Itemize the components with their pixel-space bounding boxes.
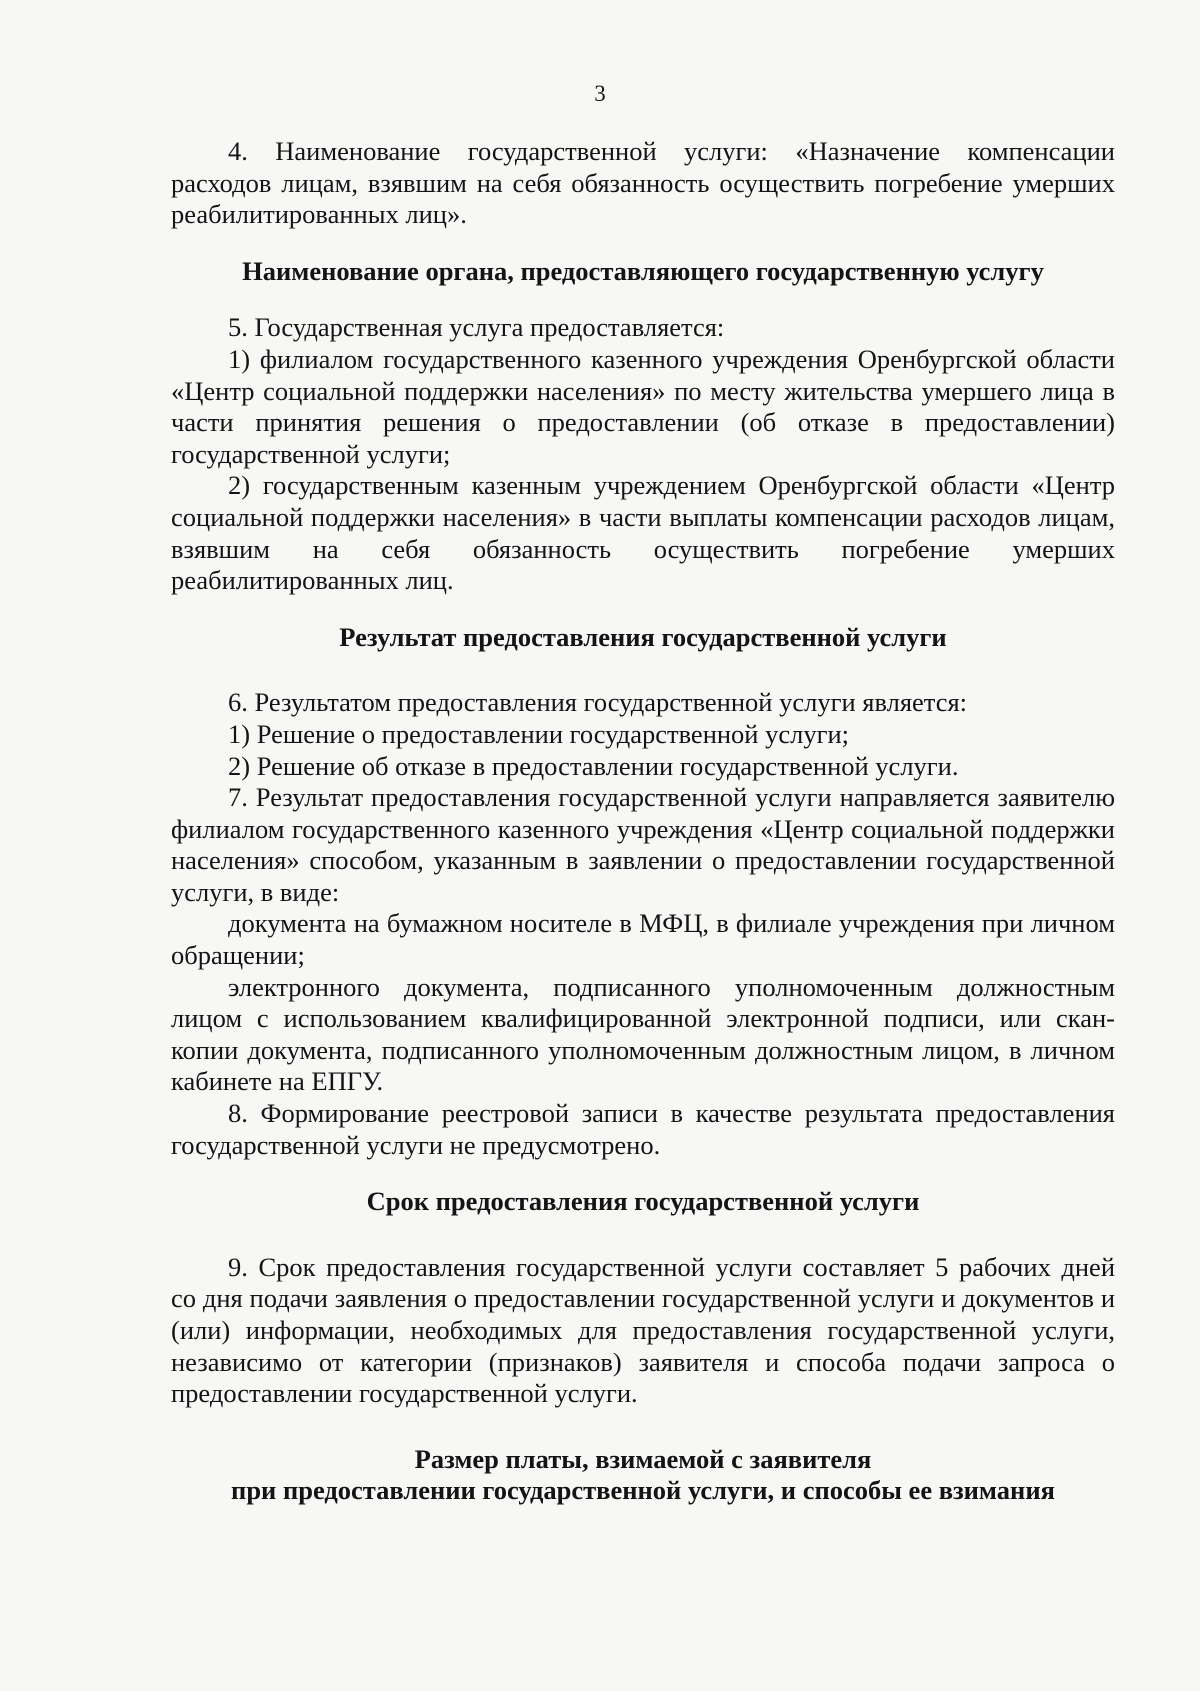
- heading-service-term: Срок предоставления государственной услуги: [366, 1186, 920, 1217]
- paragraph-electronic-document: электронного документа, подписанного уполномоченным должностным лицом с использованием квалифицированной электронной подписи, или скан-копии документа, подписанного уполномоченным должностным лицом, в личном кабинете на ЕПГУ.: [171, 971, 1115, 1097]
- page-number: 3: [594, 81, 606, 106]
- heading-provider-body: Наименование органа, предоставляющего государственную услугу: [242, 255, 1044, 286]
- paragraph-result-decision-grant: 1) Решение о предоставлении государственной услуги;: [228, 718, 850, 749]
- paragraph-service-term: 9. Срок предоставления государственной услуги составляет 5 рабочих дней со дня подачи заявления о предоставлении государственной услуги и документов и (или) информации, необходимых для предоставления государственной услуги, независимо от категории (признаков) заявителя и способа подачи запроса о предоставлении государственной услуги.: [171, 1251, 1115, 1409]
- paragraph-result-delivery: 7. Результат предоставления государственной услуги направляется заявителю филиалом государственного казенного учреждения «Центр социальной поддержки населения» способом, указанным в заявлении о предоставлении государственной услуги, в виде:: [171, 782, 1115, 907]
- paragraph-service-provided: 5. Государственная услуга предоставляется:: [228, 312, 725, 343]
- paragraph-institution-provider: 2) государственным казенным учреждением Оренбургской области «Центр социальной поддержки населения» в части выплаты компенсации расходов лицам, взявшим на себя обязанность осуществить погребение умерших реабилитированных лиц.: [171, 470, 1115, 596]
- heading-fee-line-2: при предоставлении государственной услуги, и способы ее взимания: [231, 1475, 1055, 1506]
- paragraph-result-decision-refuse: 2) Решение об отказе в предоставлении государственной услуги.: [228, 750, 959, 781]
- paragraph-registry-record: 8. Формирование реестровой записи в качестве результата предоставления государственной услуги не предусмотрено.: [171, 1098, 1115, 1160]
- heading-fee-line-1: Размер платы, взимаемой с заявителя: [414, 1443, 872, 1474]
- heading-service-result: Результат предоставления государственной услуги: [339, 621, 947, 652]
- document-body: [171, 136, 1115, 1507]
- paragraph-paper-document: документа на бумажном носителе в МФЦ, в филиале учреждения при личном обращении;: [171, 908, 1115, 971]
- paragraph-result-intro: 6. Результатом предоставления государственной услуги является:: [228, 687, 968, 718]
- paragraph-service-name: 4. Наименование государственной услуги: «Назначение компенсации расходов лицам, взявшим на себя обязанность осуществить погребение умерших реабилитированных лиц».: [171, 136, 1115, 230]
- paragraph-branch-provider: 1) филиалом государственного казенного учреждения Оренбургской области «Центр социальной поддержки населения» по месту жительства умершего лица в части принятия решения о предоставлении (об отказе в предоставлении) государственной услуги;: [171, 343, 1115, 469]
